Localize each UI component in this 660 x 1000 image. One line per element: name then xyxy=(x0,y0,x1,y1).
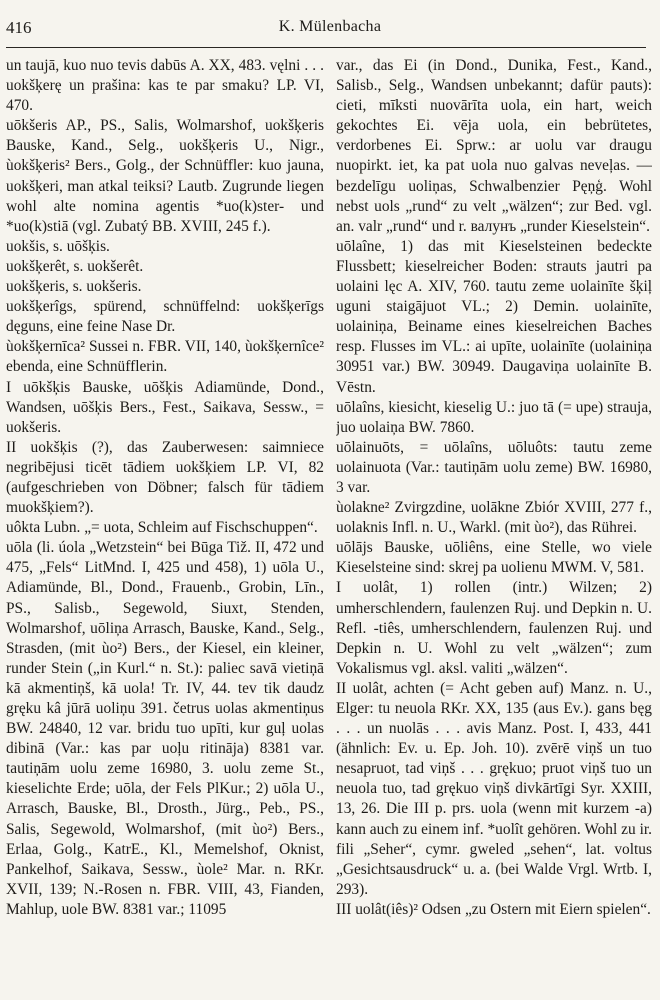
entry-uokskerigs: uokšķerîgs, spürend, schnüffelnd: uokšķerīgs dęguns, eine feine Nase Dr. xyxy=(6,298,324,336)
entry-uoksis: uokšis, s. uōšķis. xyxy=(6,237,110,255)
entry-uola: uōla (li. úola „Wetzstein“ bei Būga Tiž. II, 472 und 475, „Fels“ LitMnd. I, 425 und 458), 1) uōla U., Adiamünde, Bl., Dond., Frauenb., Grobin, Līn., PS., Salisb., Segewold, Siuxt, Stenden, Wolmarshof, uōliņa Arrasch, Bauske, Kand., Selg., Strasden, (mit ùo²) Bers., der Kiesel, ein kleiner, runder Stein („in Kurl.“ n. St.): paliec savā vietiņā kā akmentiņš, kā uola! Tr. IV, 44. tev tik daudz gręku kâ jūrā uoliņu 391. četrus uolas akmentiņus BW. 24840, 12 var. bridu tuo upīti, kur guļ uolas dibinā (Var.: kas par uoļu ritināja) 8381 var. tautiņām uolu zeme 16980, 3. uolu zeme St., kieselichte Erde; uōla, der Fels PlKur.; 2) uōla U., Arrasch, Bauske, Bl., Drosth., Jürg., Peb., PS., Salis, Segewold, Wolmarshof, (mit ùo²) Bers., Erlaa, Golg., KatrE., Kl., Memelshof, Oknist, Pankelhof, Saikava, Sessw., ùole² Mar. n. RKr. XVII, 139; N.-Rosen n. FBR. VIII, 43, Fianden, Mahlup, uole BW. 8381 var.; 11095 xyxy=(6,539,324,918)
entry-uokskis-2: II uokšķis (?), das Zauberwesen: saimniece negribējusi ticēt tādiem uokšķiem LP. VI, 82 (aufgeschrieben von Döbner; falsch für tādiem muokšķiem?). xyxy=(6,438,324,517)
entry-uolaine: uōlaîne, 1) das mit Kieselsteinen bedeckte Flussbett; kieselreicher Boden: strauts jautri pa uolaini lęc A. XIV, 760. tautu zeme uolainīte šķiļ uguni staigājuot VL.; 2) Demin. uolainīte, uolainiņa, Beiname eines kieselreichen Baches resp. Flusses im VL.: ai upīte, uolainīte (uolainiņa 30951 var.) BW. 30949. Daugaviņa uolainīte B. Vēstn. xyxy=(336,237,652,396)
right-column xyxy=(336,56,652,998)
entry-uola-continuation: var., das Ei (in Dond., Dunika, Fest., Kand., Salisb., Selg., Wandsen unbekannt; dafür pauts): cieti, mīksti nuovārīta uola, ein hart, weich gekochtes Ei. vēja uola, ein bebrütetes, verdorbenes Ei. Sprw.: ar uolu var draugu nuopirkt. iet, ka pat uola nuo galvas neveļas. — bezdelīgu uoliņas, Schwalbenzier Pęņģ. Wohl nebst uols „rund“ zu velt „wälzen“; zur Bed. vgl. an. valr „rund“ und r. валунъ „runder Kieselstein“. xyxy=(336,57,652,235)
page-header xyxy=(0,18,660,42)
entry-uolajs: uōlājs Bauske, uōliêns, eine Stelle, wo viele Kieselsteine sind: skrej pa uolienu MWM. V, 581. xyxy=(336,539,652,577)
left-column xyxy=(6,56,324,998)
entry-uokskernica: ùokšķernīca² Sussei n. FBR. VII, 140, ùokšķernîce² ebenda, eine Schnüfflerin. xyxy=(6,338,324,376)
entry-uolains: uōlaîns, kiesicht, kieselig U.: juo tā (= upe) strauja, juo uolaiņa BW. 7860. xyxy=(336,398,652,436)
header-rule xyxy=(6,47,646,48)
entry-continuation: un taujā, kuo nuo tevis dabūs A. XX, 483. vęlni . . . uokšķerę un prašina: kas te par smaku? LP. VI, 470. xyxy=(6,57,324,115)
entry-uokskis-1: I uōkšķis Bauske, uōšķis Adiamünde, Dond., Wandsen, uōšķis Bers., Fest., Saikava, Sessw., = uokšeris. xyxy=(6,378,324,436)
entry-uokskeris: uokšķeris, s. uokšeris. xyxy=(6,278,142,296)
entry-uolainuots: uōlainuōts, = uōlaîns, uōluôts: tautu zeme uolainuota (Var.: tautiņām uolu zeme) BW. 16980, 3 var. xyxy=(336,438,652,496)
entry-uokseris: uōkšeris AP., PS., Salis, Wolmarshof, uokšķeris Bauske, Kand., Selg., uokšķeris U., Nigr., ùokšķeris² Bers., Golg., der Schnüffler: kuo jauna, uokšķeri, man atkal teiksi? Lautb. Zugrunde liegen wohl alte nomina agentis *uo(k)ster- und *uo(k)stiā (vgl. Zubatý BB. XVIII, 245 f.). xyxy=(6,117,324,235)
entry-uolaties-3: III uolât(iês)² Odsen „zu Ostern mit Eiern spielen“. xyxy=(336,900,651,918)
entry-uolat-1: I uolât, 1) rollen (intr.) Wilzen; 2) umherschlendern, faulenzen Ruj. und Depkin n. U. Refl. -tiês, umherschlendern, faulenzen Ruj. und Depkin n. U. Wohl zu velt „wälzen“; zum Vokalismus vgl. aksl. valiti „wälzen“. xyxy=(336,579,652,677)
page-number: 416 xyxy=(6,18,32,37)
running-title: K. Mülenbacha xyxy=(278,18,382,35)
entry-uokta: uôkta Lubn. „= uota, Schleim auf Fischschuppen“. xyxy=(6,519,318,537)
entry-uolat-2: II uolât, achten (= Acht geben auf) Manz. n. U., Elger: tu neuola RKr. XX, 135 (aus Ev.). gans bęg . . . un nuolās . . . avis Manz. Post. I, 433, 441 (ähnlich: Ev. u. Ep. Joh. 10). zvērē viņš un tuo nesapruot, tad viņš . . . grękuo; pruot viņš tuo un neuola tuo, tad grękuo viņš divkārtīgi Syr. XXIII, 13, 26. Die III p. prs. uola (wenn mit kurzem -a) kann auch zu einem inf. *uolît gehören. Wohl zu ir. fili „Seher“, cymr. gweled „sehen“, lat. voltus „Gesichtsausdruck“ u. a. (bei Walde Vrgl. Wrtb. I, 293). xyxy=(336,679,652,898)
entry-uolakne: ùolakne² Zvirgzdine, uolākne Zbiór XVIII, 277 f., uolaknis Infl. n. U., Warkl. (mit ùo²), das Rührei. xyxy=(336,499,652,537)
entry-uokskeret: uokšķerêt, s. uokšerêt. xyxy=(6,257,144,275)
